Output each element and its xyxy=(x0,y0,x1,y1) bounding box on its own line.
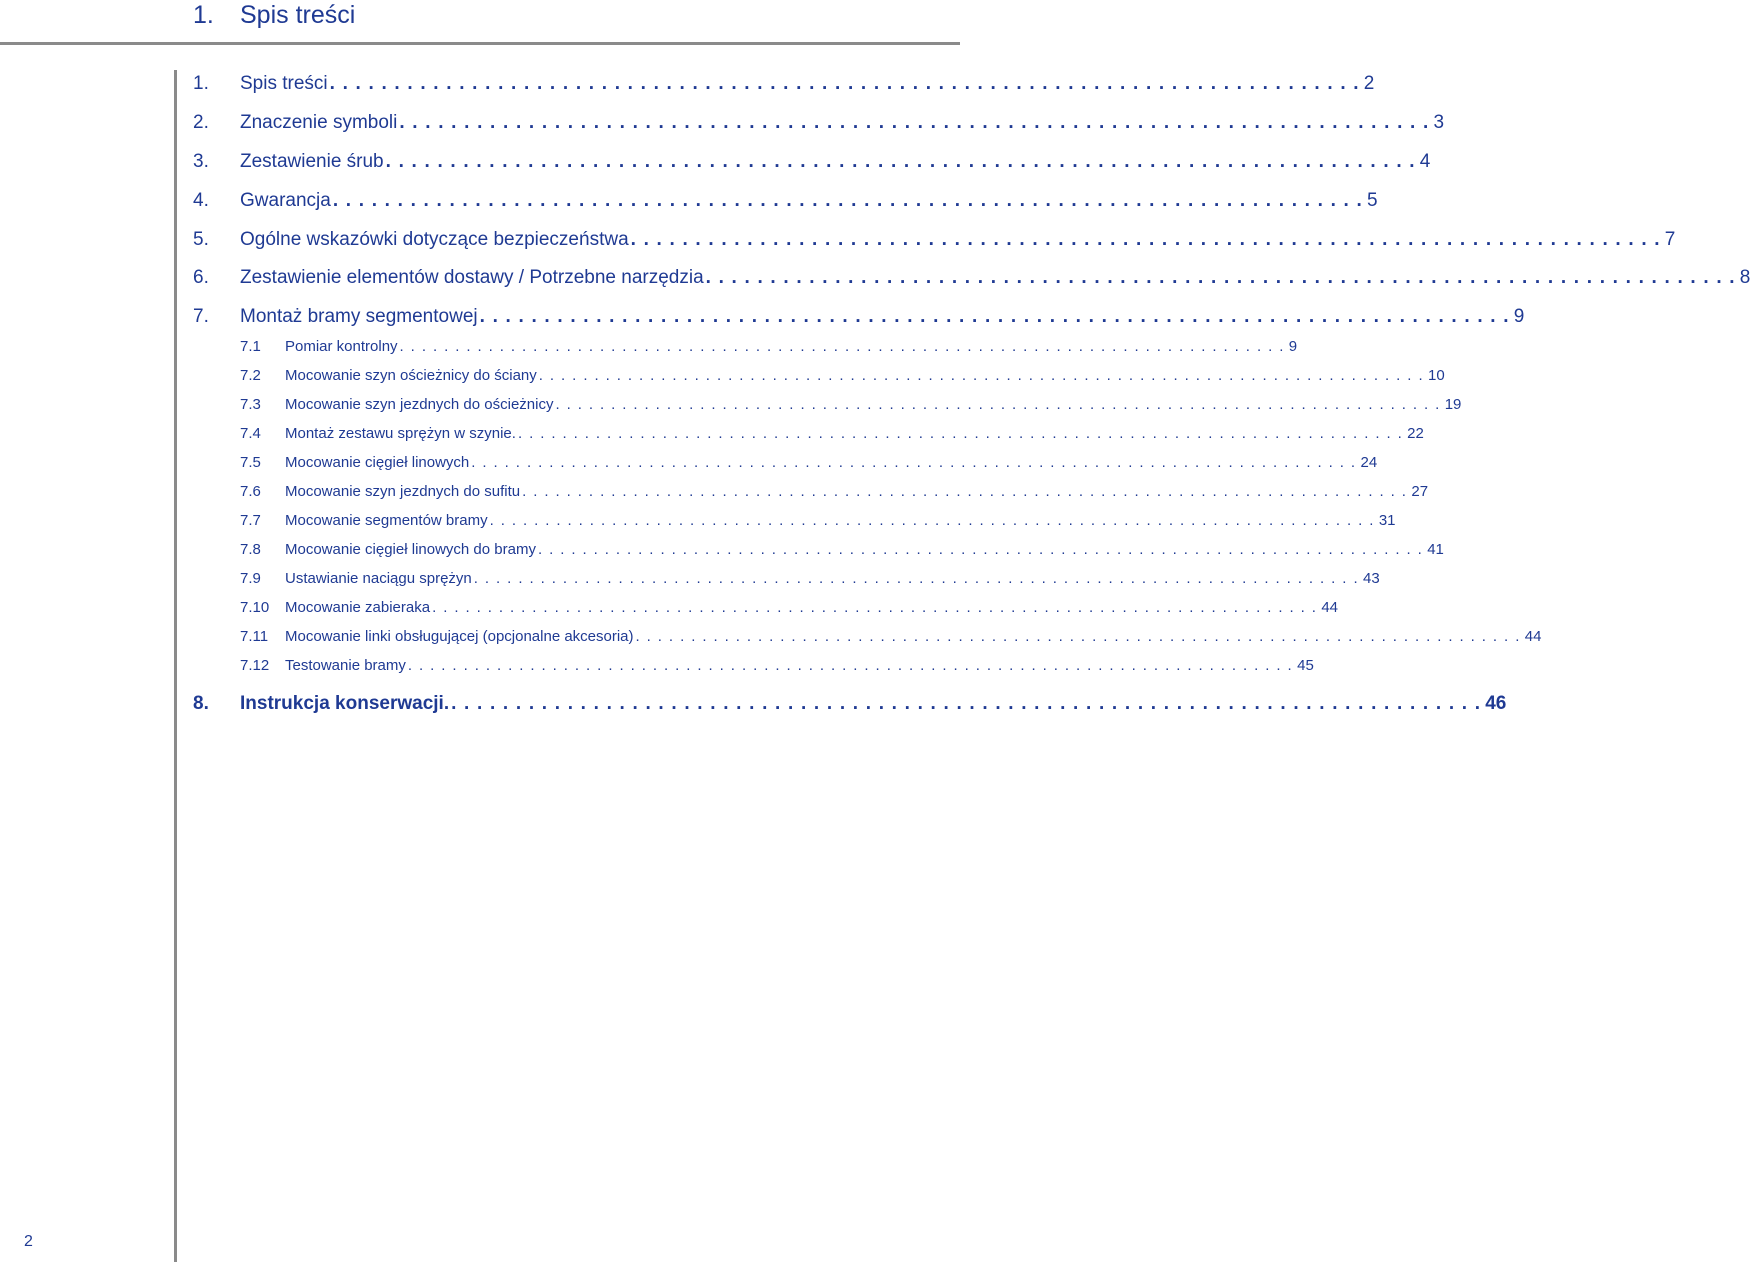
toc-entry-label: Znaczenie symboli xyxy=(240,112,398,133)
dot-leader: . . . . . . . . . . . . . . . . . . . . . . . . . . . . . . . . . . . . . . . . . . . . . . . . . . . . . . . . . . . . . . . . . . . . . . . . . . . . . . . . xyxy=(329,73,1360,94)
page-title: Spis treści xyxy=(240,1,356,29)
toc-entry-number: 7.2 xyxy=(240,367,261,384)
toc-entry-number: 3. xyxy=(193,151,209,172)
toc-subentry[interactable] xyxy=(240,540,1444,560)
toc-entry-number: 6. xyxy=(193,267,209,288)
page-header xyxy=(0,0,960,45)
dot-leader: . . . . . . . . . . . . . . . . . . . . . . . . . . . . . . . . . . . . . . . . . . . . . . . . . . . . . . . . . . . . . . . . . . . . . . . . . . . . . . . . xyxy=(555,396,1441,413)
dot-leader: . . . . . . . . . . . . . . . . . . . . . . . . . . . . . . . . . . . . . . . . . . . . . . . . . . . . . . . . . . . . . . . . . . . . . . . . . . . . . . . . xyxy=(630,229,1661,250)
toc-entry-number: 7.3 xyxy=(240,396,261,413)
toc-entry-page: 8 xyxy=(1739,267,1750,288)
dot-leader: . . . . . . . . . . . . . . . . . . . . . . . . . . . . . . . . . . . . . . . . . . . . . . . . . . . . . . . . . . . . . . . . . . . . . . . . . . . . . . . . xyxy=(538,367,1425,384)
toc-entry-page: 9 xyxy=(1513,306,1525,327)
toc-entry-page: 22 xyxy=(1407,425,1424,442)
toc-entry-page: 9 xyxy=(1288,338,1298,355)
toc-subentry[interactable] xyxy=(240,337,1298,357)
toc-entry-number: 7.11 xyxy=(240,628,269,645)
dot-leader: . . . . . . . . . . . . . . . . . . . . . . . . . . . . . . . . . . . . . . . . . . . . . . . . . . . . . . . . . . . . . . . . . . . . . . . . . . . . . . . . xyxy=(399,338,1285,355)
toc-entry[interactable] xyxy=(193,150,1431,174)
toc-subentry[interactable] xyxy=(240,569,1380,589)
toc-entry-label: Mocowanie szyn jezdnych do ościeżnicy xyxy=(285,396,554,413)
dot-leader: . . . . . . . . . . . . . . . . . . . . . . . . . . . . . . . . . . . . . . . . . . . . . . . . . . . . . . . . . . . . . . . . . . . . . . . . . . . . . . . . xyxy=(522,483,1408,500)
toc-entry-page: 4 xyxy=(1419,151,1431,172)
toc-entry[interactable] xyxy=(193,305,1525,329)
toc-entry[interactable] xyxy=(193,266,1750,290)
dot-leader: . . . . . . . . . . . . . . . . . . . . . . . . . . . . . . . . . . . . . . . . . . . . . . . . . . . . . . . . . . . . . . . . . . . . . . . . . . . . . . . . xyxy=(473,570,1360,587)
toc-entry-label: Mocowanie zabieraka xyxy=(285,599,431,616)
toc-subentry[interactable] xyxy=(240,627,1542,647)
toc-subentry[interactable] xyxy=(240,453,1378,473)
toc-entry-number: 7. xyxy=(193,306,209,327)
toc-entry-page: 46 xyxy=(1485,693,1507,714)
toc-entry-page: 44 xyxy=(1321,599,1338,616)
toc-entry-page: 2 xyxy=(1363,73,1375,94)
toc-entry-label: Spis treści xyxy=(240,73,328,94)
toc-entry-label: Testowanie bramy xyxy=(285,657,406,674)
toc-subentry[interactable] xyxy=(240,598,1338,618)
toc-entry-number: 7.1 xyxy=(240,338,261,355)
toc-entry-number: 1. xyxy=(193,73,209,94)
dot-leader: . . . . . . . . . . . . . . . . . . . . . . . . . . . . . . . . . . . . . . . . . . . . . . . . . . . . . . . . . . . . . . . . . . . . . . . . . . . . . . . . xyxy=(517,425,1404,442)
toc-entry-label: Mocowanie szyn jezdnych do sufitu xyxy=(285,483,521,500)
toc-entry-number: 7.5 xyxy=(240,454,261,471)
toc-subentry[interactable] xyxy=(240,511,1396,531)
dot-leader: . . . . . . . . . . . . . . . . . . . . . . . . . . . . . . . . . . . . . . . . . . . . . . . . . . . . . . . . . . . . . . . . . . . . . . . . . . . . . . . . xyxy=(332,190,1363,211)
toc-entry-label: Pomiar kontrolny xyxy=(285,338,398,355)
dot-leader: . . . . . . . . . . . . . . . . . . . . . . . . . . . . . . . . . . . . . . . . . . . . . . . . . . . . . . . . . . . . . . . . . . . . . . . . . . . . . . . . xyxy=(537,541,1424,558)
toc-entry-label: Instrukcja konserwacji. xyxy=(240,693,450,714)
dot-leader: . . . . . . . . . . . . . . . . . . . . . . . . . . . . . . . . . . . . . . . . . . . . . . . . . . . . . . . . . . . . . . . . . . . . . . . . . . . . . . . . xyxy=(399,112,1430,133)
toc-entry-page: 41 xyxy=(1427,541,1444,558)
toc-entry-label: Zestawienie elementów dostawy / Potrzebne narzędzia xyxy=(240,267,704,288)
toc-entry-page: 19 xyxy=(1444,396,1462,413)
toc-entry-label: Ogólne wskazówki dotyczące bezpieczeństwa xyxy=(240,229,629,250)
toc-entry[interactable] xyxy=(193,72,1375,96)
toc-entry-label: Mocowanie cięgieł linowych do bramy xyxy=(285,541,536,558)
left-margin-rule xyxy=(174,70,177,1262)
toc-entry-page: 31 xyxy=(1378,512,1396,529)
toc-entry-label: Mocowanie cięgieł linowych xyxy=(285,454,470,471)
toc-entry-number: 7.8 xyxy=(240,541,261,558)
toc-entry-number: 7.12 xyxy=(240,657,270,674)
dot-leader: . . . . . . . . . . . . . . . . . . . . . . . . . . . . . . . . . . . . . . . . . . . . . . . . . . . . . . . . . . . . . . . . . . . . . . . . . . . . . . . . xyxy=(471,454,1357,471)
toc-entry-number: 7.9 xyxy=(240,570,261,587)
toc-entry[interactable] xyxy=(193,111,1445,135)
toc-entry-label: Mocowanie segmentów bramy xyxy=(285,512,488,529)
toc-entry-number: 7.10 xyxy=(240,599,270,616)
toc-entry-number: 2. xyxy=(193,112,209,133)
toc-entry-number: 7.7 xyxy=(240,512,261,529)
toc-entry[interactable] xyxy=(193,692,1507,716)
page-number: 2 xyxy=(24,1233,33,1250)
toc-entry-label: Zestawienie śrub xyxy=(240,151,384,172)
toc-entry-page: 5 xyxy=(1366,190,1378,211)
toc-entry-page: 27 xyxy=(1411,483,1429,500)
toc-entry-label: Mocowanie linki obsługującej (opcjonalne akcesoria) xyxy=(285,628,634,645)
section-number: 1. xyxy=(193,1,214,29)
toc-entry-number: 5. xyxy=(193,229,209,250)
toc-entry-page: 44 xyxy=(1524,628,1542,645)
toc-entry-label: Gwarancja xyxy=(240,190,331,211)
toc-entry-page: 24 xyxy=(1360,454,1378,471)
toc-entry[interactable] xyxy=(193,189,1378,213)
toc-entry[interactable] xyxy=(193,228,1676,252)
dot-leader: . . . . . . . . . . . . . . . . . . . . . . . . . . . . . . . . . . . . . . . . . . . . . . . . . . . . . . . . . . . . . . . . . . . . . . . . . . . . . . . . xyxy=(432,599,1318,616)
dot-leader: . . . . . . . . . . . . . . . . . . . . . . . . . . . . . . . . . . . . . . . . . . . . . . . . . . . . . . . . . . . . . . . . . . . . . . . . . . . . . . . . xyxy=(407,657,1294,674)
toc-entry-number: 4. xyxy=(193,190,209,211)
toc-subentry[interactable] xyxy=(240,424,1424,444)
toc-entry-number: 8. xyxy=(193,693,209,714)
toc-entry-page: 45 xyxy=(1297,657,1314,674)
toc-subentry[interactable] xyxy=(240,366,1445,386)
toc-entry-label: Mocowanie szyn ościeżnicy do ściany xyxy=(285,367,537,384)
dot-leader: . . . . . . . . . . . . . . . . . . . . . . . . . . . . . . . . . . . . . . . . . . . . . . . . . . . . . . . . . . . . . . . . . . . . . . . . . . . . . . . . xyxy=(489,512,1375,529)
toc-subentry[interactable] xyxy=(240,482,1429,502)
dot-leader: . . . . . . . . . . . . . . . . . . . . . . . . . . . . . . . . . . . . . . . . . . . . . . . . . . . . . . . . . . . . . . . . . . . . . . . . . . . . . . . . xyxy=(385,151,1416,172)
toc-entry-label: Ustawianie naciągu sprężyn xyxy=(285,570,472,587)
toc-entry-page: 3 xyxy=(1433,112,1445,133)
toc-entry-number: 7.6 xyxy=(240,483,261,500)
dot-leader: . . . . . . . . . . . . . . . . . . . . . . . . . . . . . . . . . . . . . . . . . . . . . . . . . . . . . . . . . . . . . . . . . . . . . . . . . . . . . . . . xyxy=(451,693,1482,714)
toc-entry-label: Montaż zestawu sprężyn w szynie. xyxy=(285,425,516,442)
toc-subentry[interactable] xyxy=(240,395,1462,415)
toc-entry-page: 10 xyxy=(1428,367,1445,384)
dot-leader: . . . . . . . . . . . . . . . . . . . . . . . . . . . . . . . . . . . . . . . . . . . . . . . . . . . . . . . . . . . . . . . . . . . . . . . . . . . . . . . . xyxy=(635,628,1521,645)
dot-leader: . . . . . . . . . . . . . . . . . . . . . . . . . . . . . . . . . . . . . . . . . . . . . . . . . . . . . . . . . . . . . . . . . . . . . . . . . . . . . . . . xyxy=(705,267,1736,288)
toc-subentry[interactable] xyxy=(240,656,1314,676)
toc-entry-page: 43 xyxy=(1363,570,1380,587)
toc-entry-label: Montaż bramy segmentowej xyxy=(240,306,478,327)
dot-leader: . . . . . . . . . . . . . . . . . . . . . . . . . . . . . . . . . . . . . . . . . . . . . . . . . . . . . . . . . . . . . . . . . . . . . . . . . . . . . . . . xyxy=(479,306,1510,327)
toc-entry-number: 7.4 xyxy=(240,425,261,442)
toc-entry-page: 7 xyxy=(1664,229,1676,250)
